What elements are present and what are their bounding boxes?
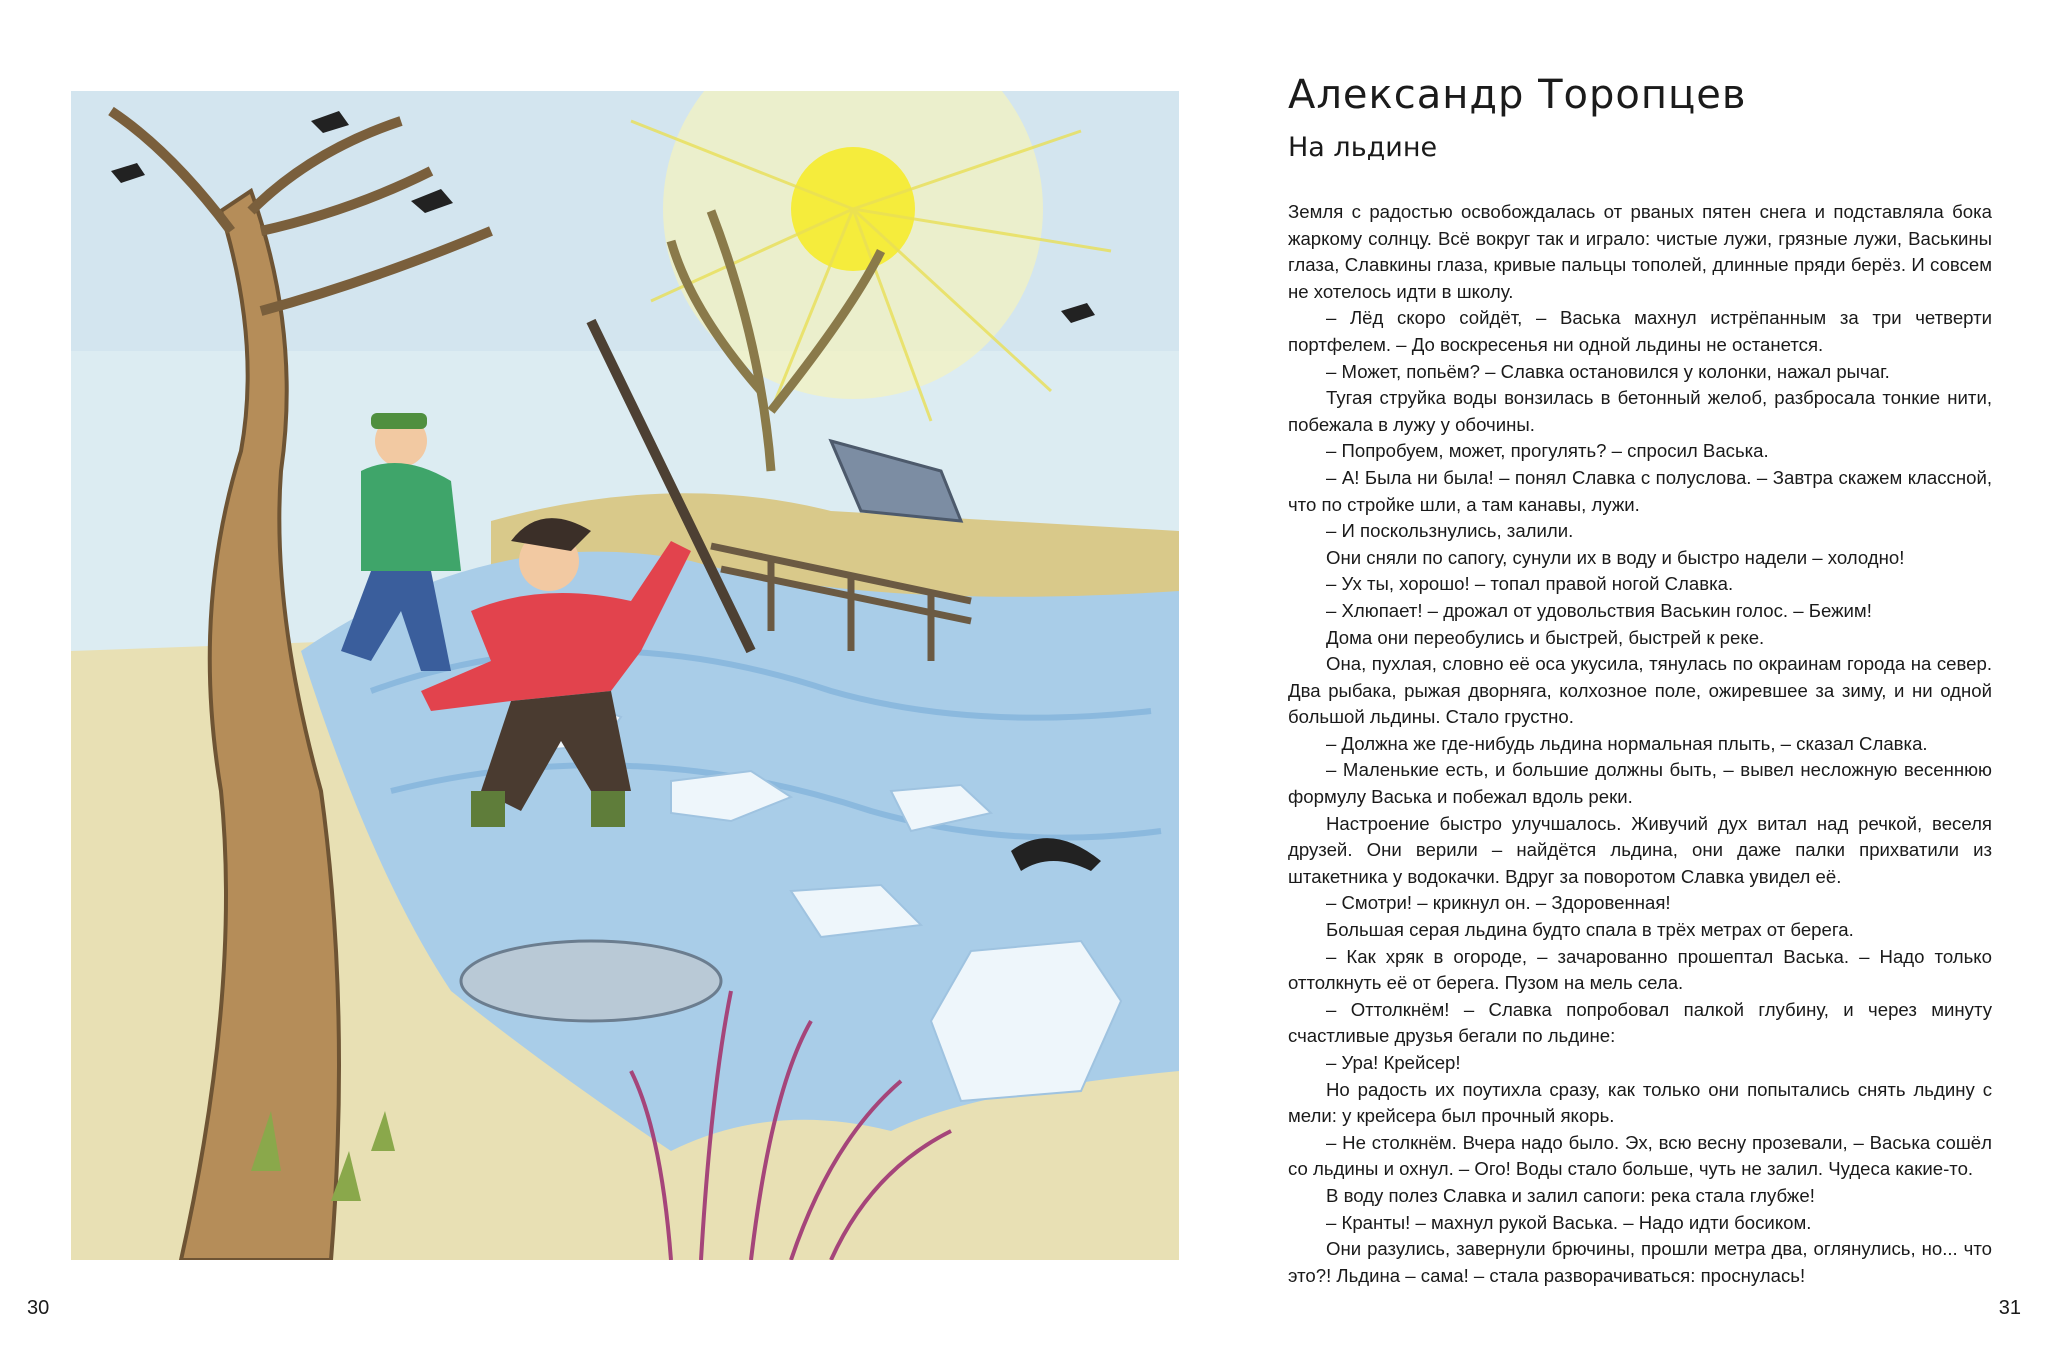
page-number-right: 31 [1998,1297,2021,1319]
paragraph: Земля с радостью освобождалась от рваных пятен снега и подставляла бока жаркому солнцу. Всё вокруг так и играло: чистые лужи, грязные лужи, Васькины глаза, Славкины глаза, кривые пальцы тополей, длинные пряди берёз. И совсем не хотелось идти в школу. [1288,201,1992,302]
paragraph: Они сняли по сапогу, сунули их в воду и быстро надели – холодно! [1326,546,1905,568]
paragraph: – Не столкнём. Вчера надо было. Эх, всю весну прозевали, – Васька сошёл со льдины и охнул. – Ого! Воды стало больше, чуть не залил. Чудеса какие-то. [1288,1131,1992,1180]
paragraph: – Маленькие есть, и большие должны быть, – вывел несложную весеннюю формулу Васька и побежал вдоль реки. [1288,759,1992,808]
author-name: Александр Торопцев [1288,72,1747,118]
paragraph: В воду полез Славка и залил сапоги: река стала глубже! [1326,1184,1815,1206]
paragraph: – Хлюпает! – дрожал от удовольствия Васькин голос. – Бежим! [1326,599,1872,621]
story-body [1288,199,1992,1289]
paragraph: Но радость их поутихла сразу, как только они попытались снять льдину с мели: у крейсера был прочный якорь. [1288,1078,1992,1127]
paragraph: Большая серая льдина будто спала в трёх метрах от берега. [1326,919,1854,941]
paragraph: Она, пухлая, словно её оса укусила, тянулась по окраинам города на север. Два рыбака, рыжая дворняга, колхозное поле, ожиревшее за зиму, и ни одной большой льдины. Стало грустно. [1288,653,1992,728]
paragraph: Они разулись, завернули брючины, прошли метра два, оглянулись, но... что это?! Льдина – сама! – стала разворачиваться: проснулась! [1288,1238,1992,1286]
paragraph: – Ура! Крейсер! [1326,1052,1461,1073]
puddle [461,941,721,1021]
illustration-drawing [71,91,1179,1260]
paragraph: – Оттолкнём! – Славка попробовал палкой глубину, и через минуту счастливые друзья бегали по льдине: [1288,998,1992,1047]
paragraph: – Как хряк в огороде, – зачарованно прошептал Васька. – Надо только оттолкнуть её от берега. Пузом на мель села. [1288,945,1992,994]
page-number-left: 30 [27,1297,50,1319]
paragraph: – А! Была ни была! – понял Славка с полуслова. – Завтра скажем классной, что по стройке шли, а там канавы, лужи. [1288,466,1992,515]
paragraph: – Может, попьём? – Славка остановился у колонки, нажал рычаг. [1326,360,1890,382]
story-title: На льдине [1288,132,1438,163]
story-text-column [1288,72,1992,1289]
paragraph: – Кранты! – махнул рукой Васька. – Надо идти босиком. [1326,1211,1812,1233]
paragraph: – Лёд скоро сойдёт, – Васька махнул истрёпанным за три четверти портфелем. – До воскресенья ни одной льдины не останется. [1288,307,1992,355]
paragraph: Тугая струйка воды вонзилась в бетонный желоб, разбросала тонкие нити, побежала в лужу у обочины. [1288,387,1992,435]
paragraph: – Должна же где-нибудь льдина нормальная плыть, – сказал Славка. [1326,732,1928,754]
paragraph: Настроение быстро улучшалось. Живучий дух витал над речкой, веселя друзей. Они верили – найдётся льдина, они даже палки прихватили из штакетника у водокачки. Вдруг за поворотом Славка увидел её. [1288,812,1992,887]
paragraph: – Смотри! – крикнул он. – Здоровенная! [1326,892,1671,914]
paragraph: – Ух ты, хорошо! – топал правой ногой Славка. [1326,573,1734,595]
story-illustration [71,91,1179,1260]
paragraph: – Попробуем, может, прогулять? – спросил Васька. [1326,440,1769,462]
paragraph: – И поскользнулись, залили. [1326,520,1574,542]
paragraph: Дома они переобулись и быстрей, быстрей к реке. [1326,626,1765,648]
